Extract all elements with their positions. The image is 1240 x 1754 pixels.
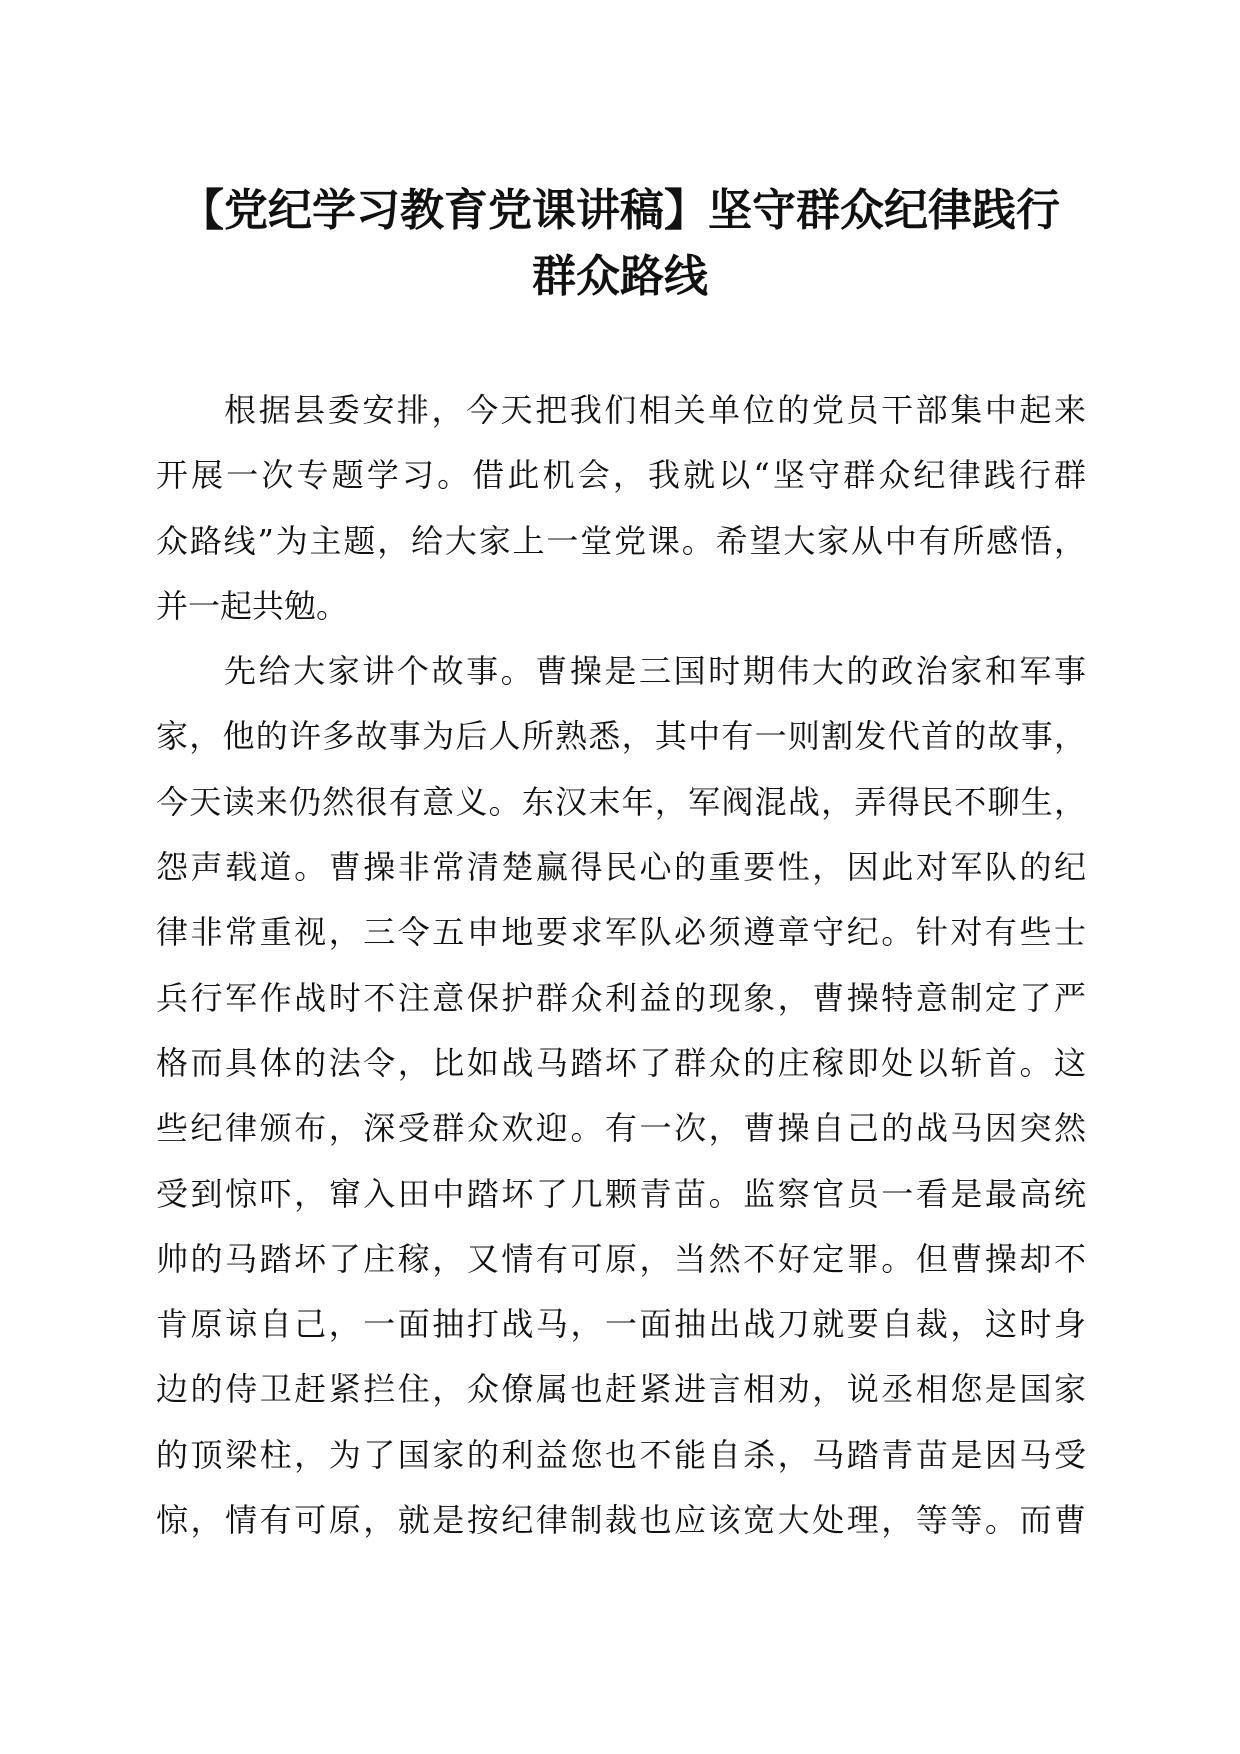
paragraph-2-line: 怨声载道。曹操非常清楚赢得民心的重要性，因此对军队的纪 (156, 848, 1086, 887)
paragraph-2-line: 家，他的许多故事为后人所熟悉，其中有一则割发代首的故事， (156, 717, 1086, 756)
paragraph-2-line: 格而具体的法令，比如战马踏坏了群众的庄稼即处以斩首。这 (156, 1043, 1086, 1082)
paragraph-2-line: 兵行军作战时不注意保护群众利益的现象，曹操特意制定了严 (156, 978, 1086, 1017)
paragraph-2-line: 受到惊吓，窜入田中踏坏了几颗青苗。监察官员一看是最高统 (156, 1174, 1086, 1213)
paragraph-1-line: 开展一次专题学习。借此机会，我就以“坚守群众纪律践行群 (156, 456, 1086, 495)
title-line-1: 【党纪学习教育党课讲稿】坚守群众纪律践行 (180, 185, 1060, 236)
paragraph-1-line: 并一起共勉。 (156, 586, 349, 625)
paragraph-2-line: 律非常重视，三令五申地要求军队必须遵章守纪。针对有些士 (156, 913, 1086, 952)
paragraph-2-line: 先给大家讲个故事。曹操是三国时期伟大的政治家和军事 (224, 652, 1086, 691)
paragraph-2-line: 肯原谅自己，一面抽打战马，一面抽出战刀就要自裁，这时身 (156, 1305, 1086, 1344)
paragraph-2-line: 惊，情有可原，就是按纪律制裁也应该宽大处理，等等。而曹 (156, 1501, 1086, 1540)
paragraph-2-line: 的顶梁柱，为了国家的利益您也不能自杀，马踏青苗是因马受 (156, 1435, 1086, 1474)
paragraph-2-line: 帅的马踏坏了庄稼，又情有可原，当然不好定罪。但曹操却不 (156, 1239, 1086, 1278)
paragraph-2-line: 边的侍卫赶紧拦住，众僚属也赶紧进言相劝，说丞相您是国家 (156, 1370, 1086, 1409)
paragraph-1-line: 众路线”为主题，给大家上一堂党课。希望大家从中有所感悟， (156, 521, 1086, 560)
paragraph-2-line: 些纪律颁布，深受群众欢迎。有一次，曹操自己的战马因突然 (156, 1109, 1086, 1148)
document-body (156, 378, 1086, 1553)
title-line-2: 群众路线 (532, 251, 708, 302)
paragraph-1-line: 根据县委安排，今天把我们相关单位的党员干部集中起来 (224, 391, 1086, 429)
paragraph-2-line: 今天读来仍然很有意义。东汉末年，军阀混战，弄得民不聊生， (156, 782, 1086, 821)
document-title (130, 178, 1110, 310)
